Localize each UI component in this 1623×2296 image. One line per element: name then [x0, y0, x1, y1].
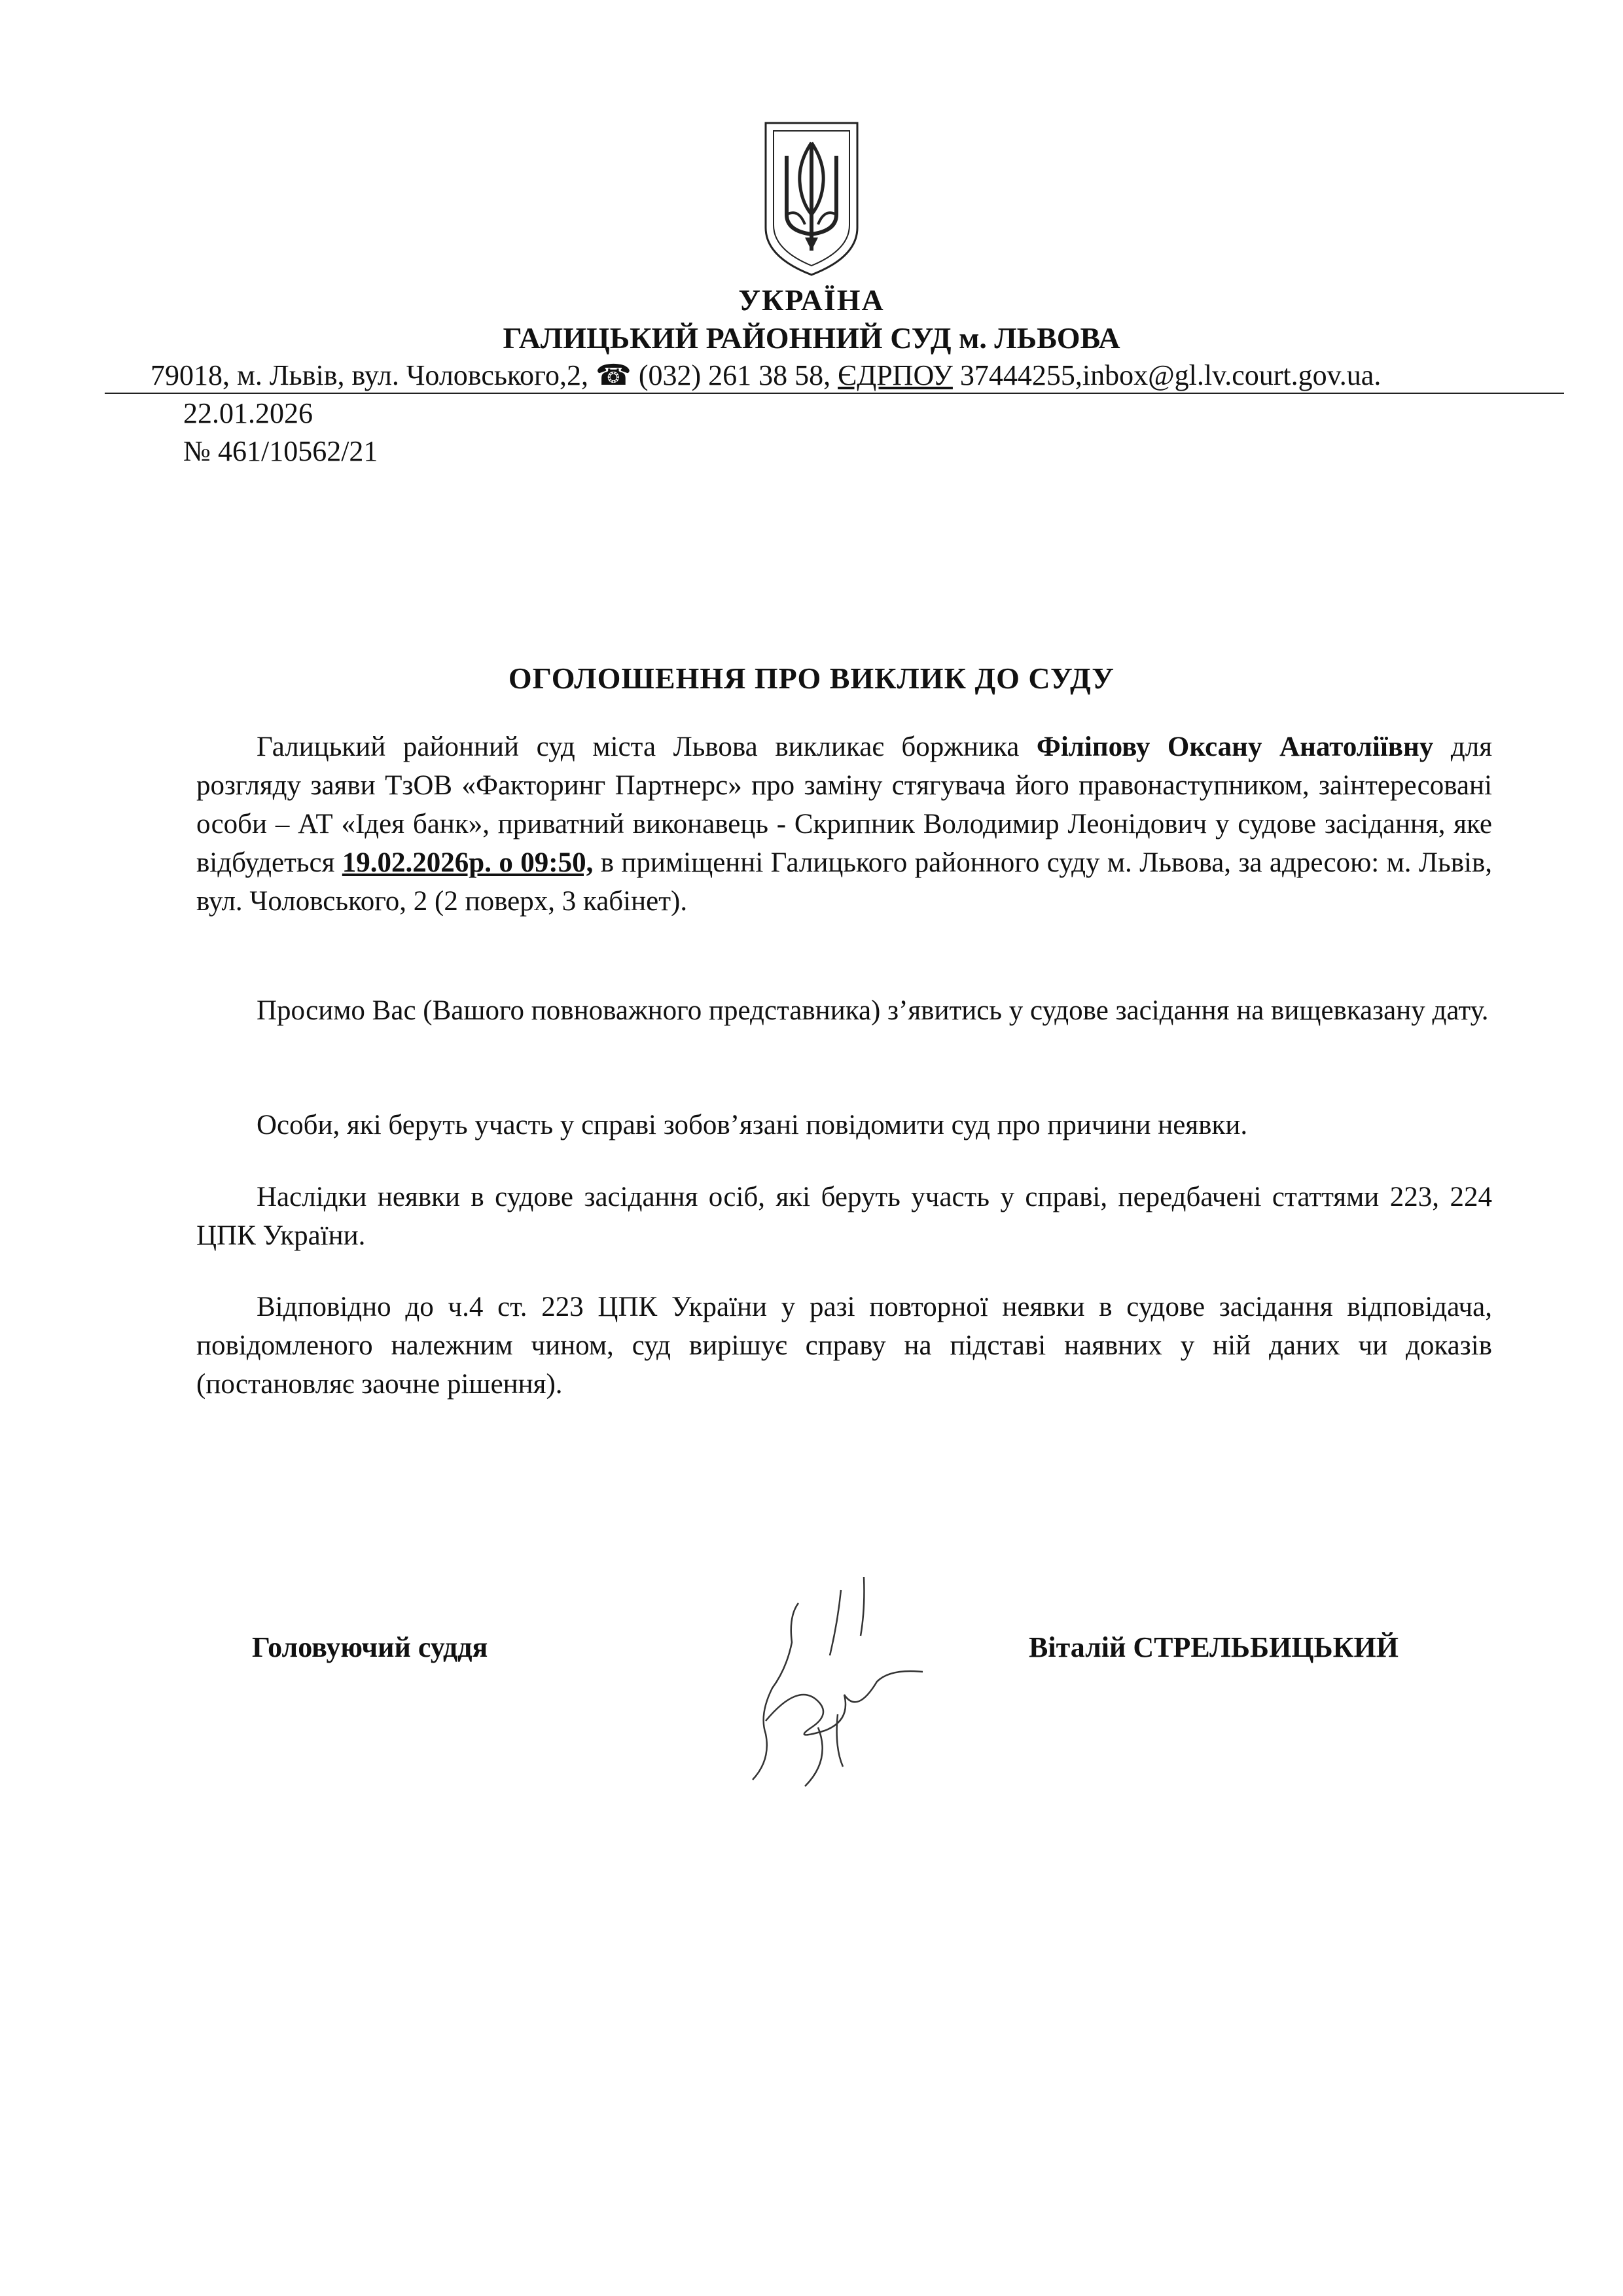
address-text: 79018, м. Львів, вул. Чоловського,2, [151, 359, 596, 391]
paragraph-default-judgment: Відповідно до ч.4 ст. 223 ЦПК України у разі повторної неявки в судове засідання відповідача, повідомленого належним чином, суд вирішує справу на підставі наявних у ній даних чи доказів (постановляє заочне рішення). [196, 1292, 1492, 1400]
paragraph-consequences: Наслідки неявки в судове засідання осіб, які беруть участь у справі, передбачені статтями 223, 224 ЦПК України. [196, 1182, 1492, 1251]
header-country: УКРАЇНА [738, 283, 885, 317]
document-date: 22.01.2026 [183, 397, 313, 429]
handwritten-signature [726, 1564, 942, 1799]
paragraph-request: Просимо Вас (Вашого повноважного представника) з’явитись у судове засідання на вищевказану дату. [257, 995, 1489, 1026]
debtor-name: Філіпову Оксану Анатоліївну [1036, 732, 1434, 762]
paragraph-summons-text-b: для розгляду заяви ТзОВ «Факторинг Партнерс» про заміну стягувача його правонаступником, заінтересовані особи – АТ «Ідея банк», приватний виконавець - Скрипник Володимир Леонідович у судове засідання, яке відбудеться [196, 732, 1492, 878]
hearing-datetime: 19.02.2026р. о 09:50, [342, 847, 594, 878]
phone-icon: ☎ [596, 359, 632, 391]
paragraph-summons-text-c: в приміщенні Галицького районного суду м. Львова, за адресою: м. Львів, вул. Чоловського, 2 (2 поверх, 3 кабінет). [196, 847, 1493, 917]
paragraph-summons [196, 728, 1492, 921]
signer-role: Головуючий суддя [252, 1631, 488, 1663]
court-address-line [151, 359, 1564, 392]
edrpou-and-email: 37444255,inbox@gl.lv.court.gov.ua. [952, 359, 1382, 391]
paragraph-summons-text-a: Галицький районний суд міста Львова викликає боржника [257, 732, 1037, 762]
signer-name: Віталій СТРЕЛЬБИЦЬКИЙ [1029, 1631, 1399, 1663]
paragraph-notify: Особи, які беруть участь у справі зобов’язані повідомити суд про причини неявки. [257, 1110, 1248, 1140]
document-number: № 461/10562/21 [183, 435, 378, 467]
edrpou-label: ЄДРПОУ [838, 359, 953, 391]
phone-number: (032) 261 38 58, [638, 359, 831, 391]
header-divider [105, 393, 1564, 394]
document-title: ОГОЛОШЕННЯ ПРО ВИКЛИК ДО СУДУ [508, 662, 1115, 695]
coat-of-arms-icon [759, 116, 864, 280]
header-court-name: ГАЛИЦЬКИЙ РАЙОННИЙ СУД м. ЛЬВОВА [503, 321, 1120, 355]
